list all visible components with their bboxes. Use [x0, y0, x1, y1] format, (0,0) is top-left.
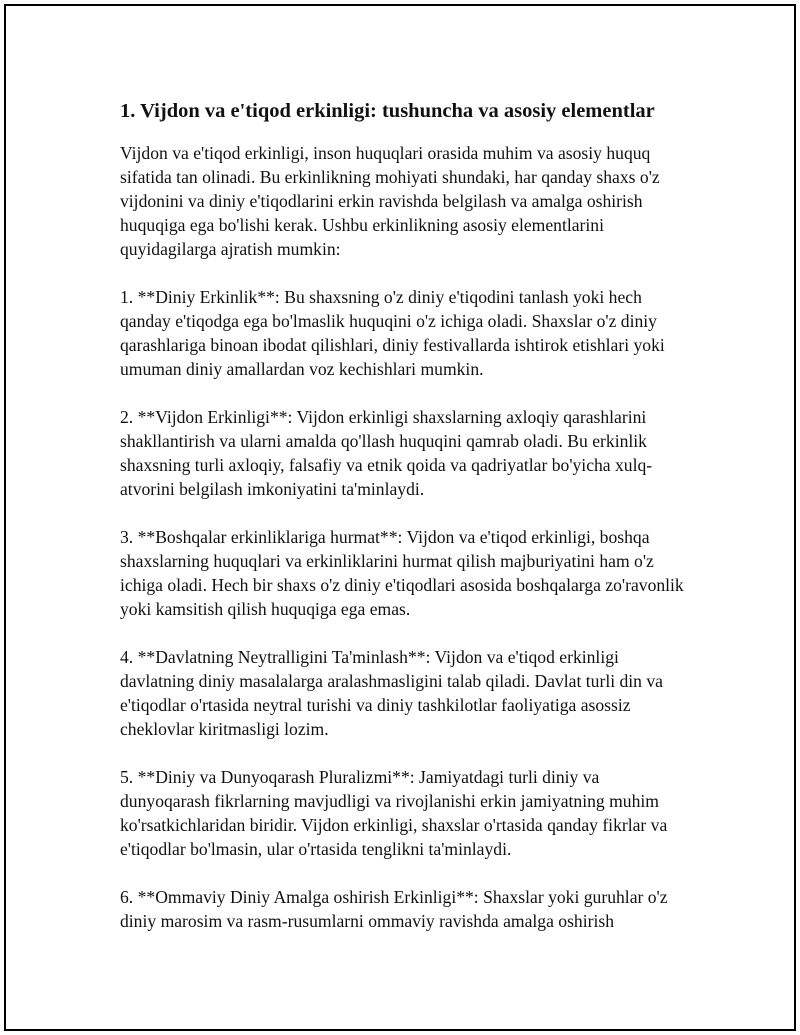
- page-frame: [4, 4, 796, 1031]
- list-item-diniy-erkinlik: 1. **Diniy Erkinlik**: Bu shaxsning o'z diniy e'tiqodini tanlash yoki hech qanday e'tiqodga ega bo'lmaslik huquqini o'z ichiga oladi. Shaxslar o'z diniy qarashlariga binoan ibodat qilishlari, diniy festivallarda ishtirok etishlari yoki umuman diniy amallardan voz kechishlari mumkin.: [120, 287, 665, 379]
- document-title: 1. Vijdon va e'tiqod erkinligi: tushuncha va asosiy elementlar: [120, 100, 655, 122]
- list-item-davlat-neytralligi: 4. **Davlatning Neytralligini Ta'minlash**: Vijdon va e'tiqod erkinligi davlatning diniy masalalarga aralashmasligini talab qiladi. Davlat turli din va e'tiqodlar o'rtasida neytral turishi va diniy tashkilotlar faoliyatiga asossiz cheklovlar kiritmasligi lozim.: [120, 647, 663, 739]
- intro-paragraph: Vijdon va e'tiqod erkinligi, inson huquqlari orasida muhim va asosiy huquq sifatida tan olinadi. Bu erkinlikning mohiyati shundaki, har qanday shaxs o'z vijdonini va diniy e'tiqodlarini erkin ravishda belgilash va amalga oshirish huquqiga ega bo'lishi kerak. Ushbu erkinlikning asosiy elementlarini quyidagilarga ajratish mumkin:: [120, 143, 660, 259]
- document-body: [120, 98, 690, 957]
- list-item-ommaviy-amalga-oshirish: 6. **Ommaviy Diniy Amalga oshirish Erkinligi**: Shaxslar yoki guruhlar o'z diniy marosim va rasm-rusumlarni ommaviy ravishda amalga oshirish: [120, 887, 668, 931]
- list-item-pluralizm: 5. **Diniy va Dunyoqarash Pluralizmi**: Jamiyatdagi turli diniy va dunyoqarash fikrlarning mavjudligi va rivojlanishi erkin jamiyatning muhim ko'rsatkichlaridan biridir. Vijdon erkinligi, shaxslar o'rtasida qanday fikrlar va e'tiqodlar bo'lmasin, ular o'rtasida tenglikni ta'minlaydi.: [120, 767, 668, 859]
- list-item-boshqalar-erkinliklariga-hurmat: 3. **Boshqalar erkinliklariga hurmat**: Vijdon va e'tiqod erkinligi, boshqa shaxslarning huquqlari va erkinliklarini hurmat qilish majburiyatini ham o'z ichiga oladi. Hech bir shaxs o'z diniy e'tiqodlari asosida boshqalarga zo'ravonlik yoki kamsitish qilish huquqiga ega emas.: [120, 527, 684, 619]
- list-item-vijdon-erkinligi: 2. **Vijdon Erkinligi**: Vijdon erkinligi shaxslarning axloqiy qarashlarini shakllantirish va ularni amalda qo'llash huquqini qamrab oladi. Bu erkinlik shaxsning turli axloqiy, falsafiy va etnik qoida va qadriyatlar bo'yicha xulq-atvorini belgilash imkoniyatini ta'minlaydi.: [120, 407, 653, 499]
